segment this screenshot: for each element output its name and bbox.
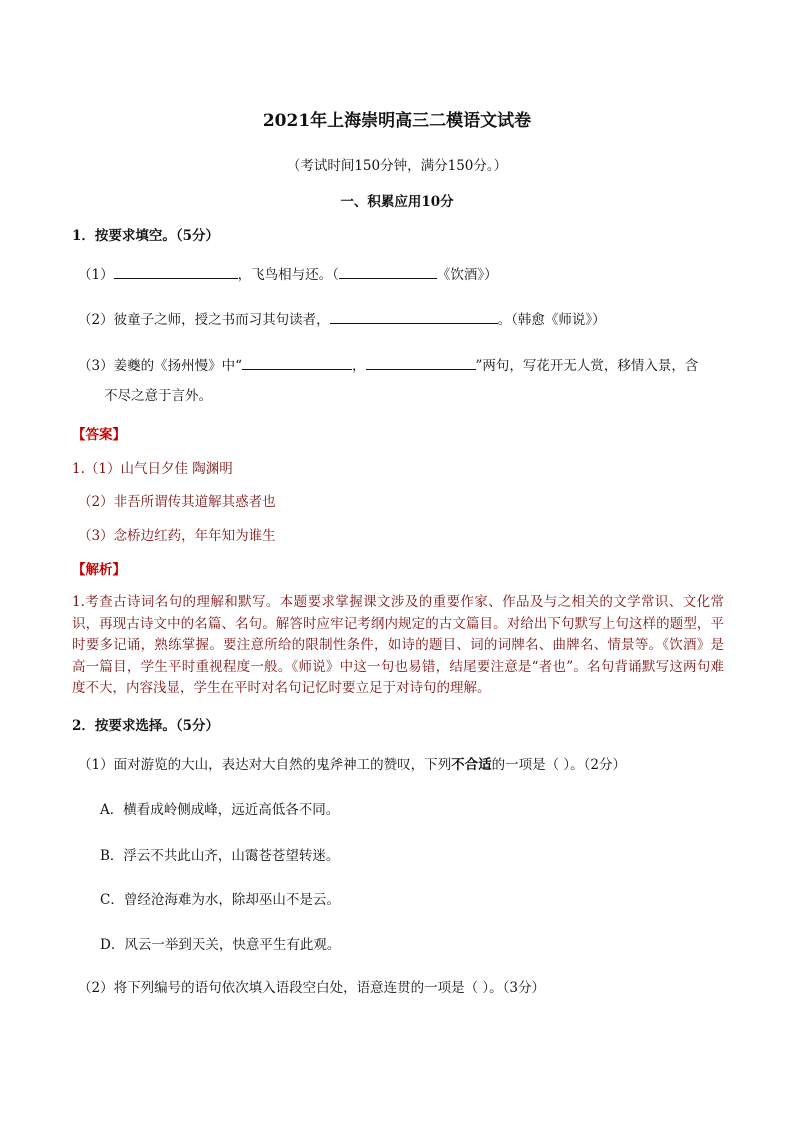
analysis-tag: 【解析】 <box>72 562 126 578</box>
q1-item-2 <box>78 308 606 328</box>
q1-item-1 <box>78 263 498 283</box>
fill-blank[interactable] <box>339 264 437 279</box>
fill-blank[interactable] <box>242 355 352 370</box>
option-b[interactable]: B．浮云不共此山齐，山霭苍苍望转迷。 <box>100 848 340 864</box>
q1-item-3-continuation: 不尽之意于言外。 <box>104 388 212 404</box>
q2-sub-1-emphasis: 不合适 <box>451 757 492 773</box>
q1-item-3-end: ”两句，写花开无人赏，移情入景，含 <box>475 358 699 374</box>
q1-item-3-mid: ， <box>352 358 366 374</box>
q2-sub-1-end: 的一项是（ ）。（2分） <box>491 757 626 773</box>
fill-blank[interactable] <box>366 355 476 370</box>
fill-blank[interactable] <box>330 309 498 324</box>
q1-item-3 <box>78 354 698 374</box>
question-2-heading: 2．按要求选择。（5分） <box>72 718 220 734</box>
q1-item-1-prefix: （1） <box>78 267 114 283</box>
q1-item-3-prefix: （3）姜夔的《扬州慢》中“ <box>78 358 242 374</box>
page-title: 2021年上海崇明高三二模语文试卷 <box>262 111 532 131</box>
answer-line-3: （3）念桥边红药，年年知为谁生 <box>78 528 276 544</box>
q1-item-2-prefix: （2）彼童子之师，授之书而习其句读者， <box>78 312 330 328</box>
option-d[interactable]: D．风云一举到天关，快意平生有此观。 <box>100 937 341 953</box>
answer-tag: 【答案】 <box>72 427 126 443</box>
q1-item-1-mid: ，飞鸟相与还。（ <box>237 267 339 283</box>
fill-blank[interactable] <box>114 264 238 279</box>
option-c[interactable]: C．曾经沧海难为水，除却巫山不是云。 <box>100 892 340 908</box>
analysis-text: 1.考查古诗词名句的理解和默写。本题要求掌握课文涉及的重要作家、作品及与之相关的文学常识、文化常识，再现古诗文中的名篇、名句。解答时应牢记考纲内规定的古文篇目。对给出下句默写上句这样的题型，平时要多记诵，熟练掌握。要注意所给的限制性条件，如诗的题目、词的词牌名、曲牌名、情景等。《饮酒》是高一篇目，学生平时重视程度一般。《师说》中这一句也易错，结尾要注意是“者也”。名句背诵默写这两句难度不大，内容浅显，学生在平时对名句记忆时要立足于对诗句的理解。 <box>72 594 724 696</box>
answer-line-2: （2）非吾所谓传其道解其惑者也 <box>78 494 276 510</box>
exam-info: （考试时间150分钟，满分150分。） <box>286 158 508 174</box>
q2-sub-1-prefix: （1）面对游览的大山，表达对大自然的鬼斧神工的赞叹，下列 <box>78 757 452 773</box>
question-1-heading: 1．按要求填空。（5分） <box>72 228 220 244</box>
answer-line-1: 1.（1）山气日夕佳 陶渊明 <box>72 461 233 477</box>
q1-item-2-end: 。（韩愈《师说》） <box>497 312 606 328</box>
q2-sub-2: （2）将下列编号的语句依次填入语段空白处，语意连贯的一项是（ ）。（3分） <box>78 980 545 996</box>
option-a[interactable]: A．横看成岭侧成峰，远近高低各不同。 <box>100 802 340 818</box>
q1-item-1-end: 《饮酒》） <box>436 267 498 283</box>
section-heading: 一、积累应用10分 <box>340 194 454 210</box>
q2-sub-1 <box>78 753 626 773</box>
